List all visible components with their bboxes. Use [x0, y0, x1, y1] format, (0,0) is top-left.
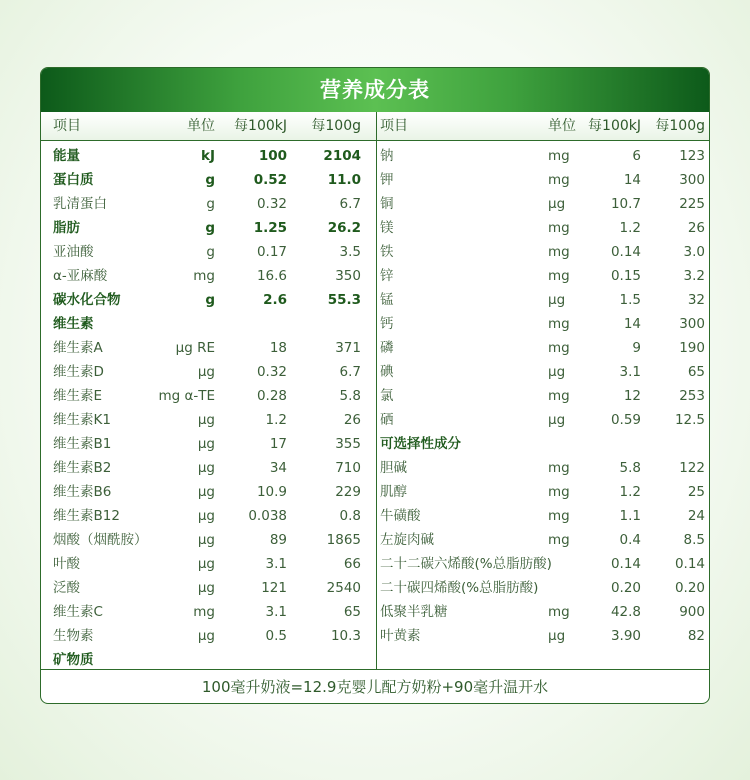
cell-unit: μg — [197, 364, 215, 380]
cell-name: 维生素E — [53, 388, 103, 404]
header-item-right: 项目 — [380, 118, 408, 134]
table-row — [41, 480, 709, 504]
cell-kj: 3.1 — [265, 604, 287, 620]
table-row — [41, 216, 709, 240]
cell-kj: 10.7 — [610, 196, 641, 212]
cell-kj: 9 — [632, 340, 641, 356]
table-row — [41, 288, 709, 312]
cell-unit: mg — [548, 340, 570, 356]
header-per-g-left: 每100g — [311, 118, 361, 134]
cell-unit: μg — [548, 412, 566, 428]
header-unit-left: 单位 — [187, 118, 215, 134]
cell-name: 生物素 — [53, 628, 94, 644]
cell-unit: mg — [193, 604, 215, 620]
table-row — [41, 240, 709, 264]
cell-unit: μg — [197, 412, 215, 428]
table-row — [41, 312, 709, 336]
cell-g: 6.7 — [339, 364, 361, 380]
cell-kj: 1.2 — [265, 412, 287, 428]
cell-name: 镁 — [380, 220, 394, 236]
cell-g: 355 — [335, 436, 361, 452]
cell-g: 2104 — [323, 148, 361, 164]
cell-name: 铜 — [380, 196, 394, 212]
cell-unit: kJ — [200, 148, 215, 164]
cell-name: 亚油酸 — [53, 244, 94, 260]
table-row — [41, 576, 709, 600]
table-row — [41, 624, 709, 648]
cell-name: 钾 — [380, 172, 394, 188]
cell-unit: mg — [548, 244, 570, 260]
cell-g: 82 — [687, 628, 705, 644]
cell-g: 3.5 — [339, 244, 361, 260]
cell-unit: g — [205, 172, 215, 188]
cell-name: 维生素B6 — [53, 484, 112, 500]
table-row — [41, 504, 709, 528]
cell-kj: 42.8 — [610, 604, 641, 620]
table-row — [41, 552, 709, 576]
cell-g: 225 — [679, 196, 705, 212]
cell-name: 维生素K1 — [53, 412, 111, 428]
cell-kj: 14 — [623, 172, 641, 188]
cell-kj: 6 — [632, 148, 641, 164]
cell-kj: 0.14 — [610, 244, 641, 260]
cell-name: 维生素C — [53, 604, 103, 620]
table-row — [41, 336, 709, 360]
cell-name: 牛磺酸 — [380, 508, 421, 524]
cell-kj: 0.32 — [256, 364, 287, 380]
cell-unit: μg — [197, 508, 215, 524]
cell-name: 磷 — [380, 340, 394, 356]
cell-kj: 3.1 — [619, 364, 641, 380]
cell-kj: 0.17 — [256, 244, 287, 260]
cell-name: 能量 — [53, 148, 80, 164]
cell-unit: mg — [548, 532, 570, 548]
cell-g: 190 — [679, 340, 705, 356]
cell-g: 65 — [343, 604, 361, 620]
cell-kj: 17 — [269, 436, 287, 452]
table-header-row — [41, 112, 709, 141]
cell-name: 低聚半乳糖 — [380, 604, 448, 620]
cell-name: 氯 — [380, 388, 394, 404]
cell-unit: μg — [197, 460, 215, 476]
cell-name: 二十碳四烯酸(%总脂肪酸) — [380, 580, 539, 596]
cell-name: 硒 — [380, 412, 394, 428]
cell-g: 5.8 — [339, 388, 361, 404]
cell-g: 26 — [687, 220, 705, 236]
cell-name: α-亚麻酸 — [53, 268, 108, 284]
table-row — [41, 528, 709, 552]
cell-unit: μg — [548, 364, 566, 380]
cell-kj: 121 — [261, 580, 287, 596]
cell-kj: 10.9 — [256, 484, 287, 500]
cell-name: 锌 — [380, 268, 394, 284]
cell-kj: 0.20 — [610, 580, 641, 596]
cell-unit: g — [206, 196, 215, 212]
cell-kj: 0.28 — [256, 388, 287, 404]
cell-kj: 89 — [269, 532, 287, 548]
cell-name: 钠 — [380, 148, 394, 164]
cell-kj: 2.6 — [263, 292, 287, 308]
cell-unit: μg — [197, 484, 215, 500]
cell-unit: mg — [548, 148, 570, 164]
cell-name: 维生素B12 — [53, 508, 120, 524]
table-row — [41, 384, 709, 408]
cell-kj: 0.4 — [619, 532, 641, 548]
table-row — [41, 360, 709, 384]
cell-unit: μg — [548, 196, 566, 212]
cell-name: 左旋肉碱 — [380, 532, 434, 548]
cell-kj: 18 — [269, 340, 287, 356]
cell-kj: 100 — [258, 148, 287, 164]
cell-g: 10.3 — [330, 628, 361, 644]
cell-g: 900 — [679, 604, 705, 620]
cell-kj: 1.5 — [619, 292, 641, 308]
cell-name: 碳水化合物 — [53, 292, 121, 308]
cell-g: 8.5 — [683, 532, 705, 548]
cell-g: 6.7 — [339, 196, 361, 212]
cell-unit: μg — [197, 556, 215, 572]
cell-unit: μg — [197, 628, 215, 644]
table-row — [41, 144, 709, 168]
cell-name: 乳清蛋白 — [53, 196, 107, 212]
cell-unit: μg RE — [175, 340, 215, 356]
cell-g: 350 — [335, 268, 361, 284]
cell-name: 烟酸（烟酰胺） — [53, 532, 148, 548]
cell-unit: μg — [197, 532, 215, 548]
cell-name: 维生素B2 — [53, 460, 112, 476]
cell-kj: 1.1 — [619, 508, 641, 524]
cell-unit: mg α-TE — [158, 388, 215, 404]
cell-unit: μg — [197, 580, 215, 596]
cell-unit: mg — [548, 220, 570, 236]
cell-g: 32 — [687, 292, 705, 308]
cell-g: 253 — [679, 388, 705, 404]
table-row — [41, 432, 709, 456]
cell-unit: mg — [548, 508, 570, 524]
cell-g: 2540 — [326, 580, 361, 596]
cell-g: 300 — [679, 316, 705, 332]
cell-kj: 0.5 — [265, 628, 287, 644]
cell-name: 维生素 — [53, 316, 94, 332]
table-row — [41, 408, 709, 432]
cell-unit: mg — [548, 460, 570, 476]
cell-kj: 3.1 — [265, 556, 287, 572]
cell-g: 1865 — [326, 532, 361, 548]
cell-kj: 14 — [623, 316, 641, 332]
cell-g: 371 — [335, 340, 361, 356]
cell-kj: 0.32 — [256, 196, 287, 212]
cell-unit: g — [205, 292, 215, 308]
cell-kj: 0.15 — [610, 268, 641, 284]
cell-unit: g — [206, 244, 215, 260]
table-row — [41, 600, 709, 624]
cell-name: 碘 — [380, 364, 394, 380]
table-row — [41, 192, 709, 216]
cell-name: 铁 — [380, 244, 394, 260]
cell-unit: mg — [193, 268, 215, 284]
cell-kj: 1.2 — [619, 220, 641, 236]
cell-kj: 34 — [269, 460, 287, 476]
cell-unit: μg — [548, 628, 566, 644]
cell-g: 710 — [335, 460, 361, 476]
table-row — [41, 456, 709, 480]
header-unit-right: 单位 — [548, 118, 576, 134]
cell-kj: 1.2 — [619, 484, 641, 500]
cell-g: 0.20 — [674, 580, 705, 596]
preparation-note: 100毫升奶液=12.9克婴儿配方奶粉+90毫升温开水 — [41, 669, 709, 704]
cell-unit: mg — [548, 604, 570, 620]
cell-unit: mg — [548, 268, 570, 284]
cell-kj: 0.038 — [248, 508, 287, 524]
cell-g: 26.2 — [327, 220, 361, 236]
cell-kj: 12 — [623, 388, 641, 404]
table-title: 营养成分表 — [41, 68, 709, 112]
cell-g: 66 — [343, 556, 361, 572]
cell-g: 3.0 — [683, 244, 705, 260]
cell-g: 3.2 — [683, 268, 705, 284]
cell-unit: mg — [548, 172, 570, 188]
cell-name: 维生素B1 — [53, 436, 112, 452]
cell-name: 可选择性成分 — [380, 436, 461, 452]
cell-name: 锰 — [380, 292, 394, 308]
cell-name: 泛酸 — [53, 580, 80, 596]
cell-kj: 3.90 — [610, 628, 641, 644]
cell-kj: 0.59 — [610, 412, 641, 428]
cell-name: 蛋白质 — [53, 172, 94, 188]
header-per-kj-left: 每100kJ — [234, 118, 287, 134]
cell-name: 脂肪 — [53, 220, 80, 236]
cell-name: 胆碱 — [380, 460, 407, 476]
cell-kj: 16.6 — [256, 268, 287, 284]
cell-name: 维生素D — [53, 364, 104, 380]
cell-unit: mg — [548, 316, 570, 332]
cell-name: 叶酸 — [53, 556, 80, 572]
cell-kj: 0.52 — [253, 172, 287, 188]
cell-g: 12.5 — [674, 412, 705, 428]
cell-name: 叶黄素 — [380, 628, 421, 644]
cell-g: 65 — [687, 364, 705, 380]
cell-name: 矿物质 — [53, 652, 94, 668]
table-row — [41, 264, 709, 288]
cell-kj: 0.14 — [610, 556, 641, 572]
cell-g: 0.8 — [339, 508, 361, 524]
cell-g: 122 — [679, 460, 705, 476]
cell-g: 229 — [335, 484, 361, 500]
cell-g: 300 — [679, 172, 705, 188]
cell-g: 11.0 — [327, 172, 361, 188]
cell-g: 123 — [679, 148, 705, 164]
cell-g: 25 — [687, 484, 705, 500]
cell-kj: 5.8 — [619, 460, 641, 476]
cell-g: 26 — [343, 412, 361, 428]
cell-name: 钙 — [380, 316, 394, 332]
header-per-g-right: 每100g — [655, 118, 705, 134]
cell-kj: 1.25 — [253, 220, 287, 236]
cell-unit: mg — [548, 388, 570, 404]
cell-unit: mg — [548, 484, 570, 500]
nutrition-table — [40, 67, 710, 704]
table-row — [41, 168, 709, 192]
cell-g: 24 — [687, 508, 705, 524]
cell-g: 55.3 — [327, 292, 361, 308]
header-item-left: 项目 — [53, 118, 81, 134]
cell-unit: μg — [197, 436, 215, 452]
cell-name: 二十二碳六烯酸(%总脂肪酸) — [380, 556, 552, 572]
cell-unit: g — [205, 220, 215, 236]
header-per-kj-right: 每100kJ — [588, 118, 641, 134]
cell-name: 肌醇 — [380, 484, 407, 500]
cell-g: 0.14 — [674, 556, 705, 572]
cell-unit: μg — [548, 292, 566, 308]
cell-name: 维生素A — [53, 340, 103, 356]
